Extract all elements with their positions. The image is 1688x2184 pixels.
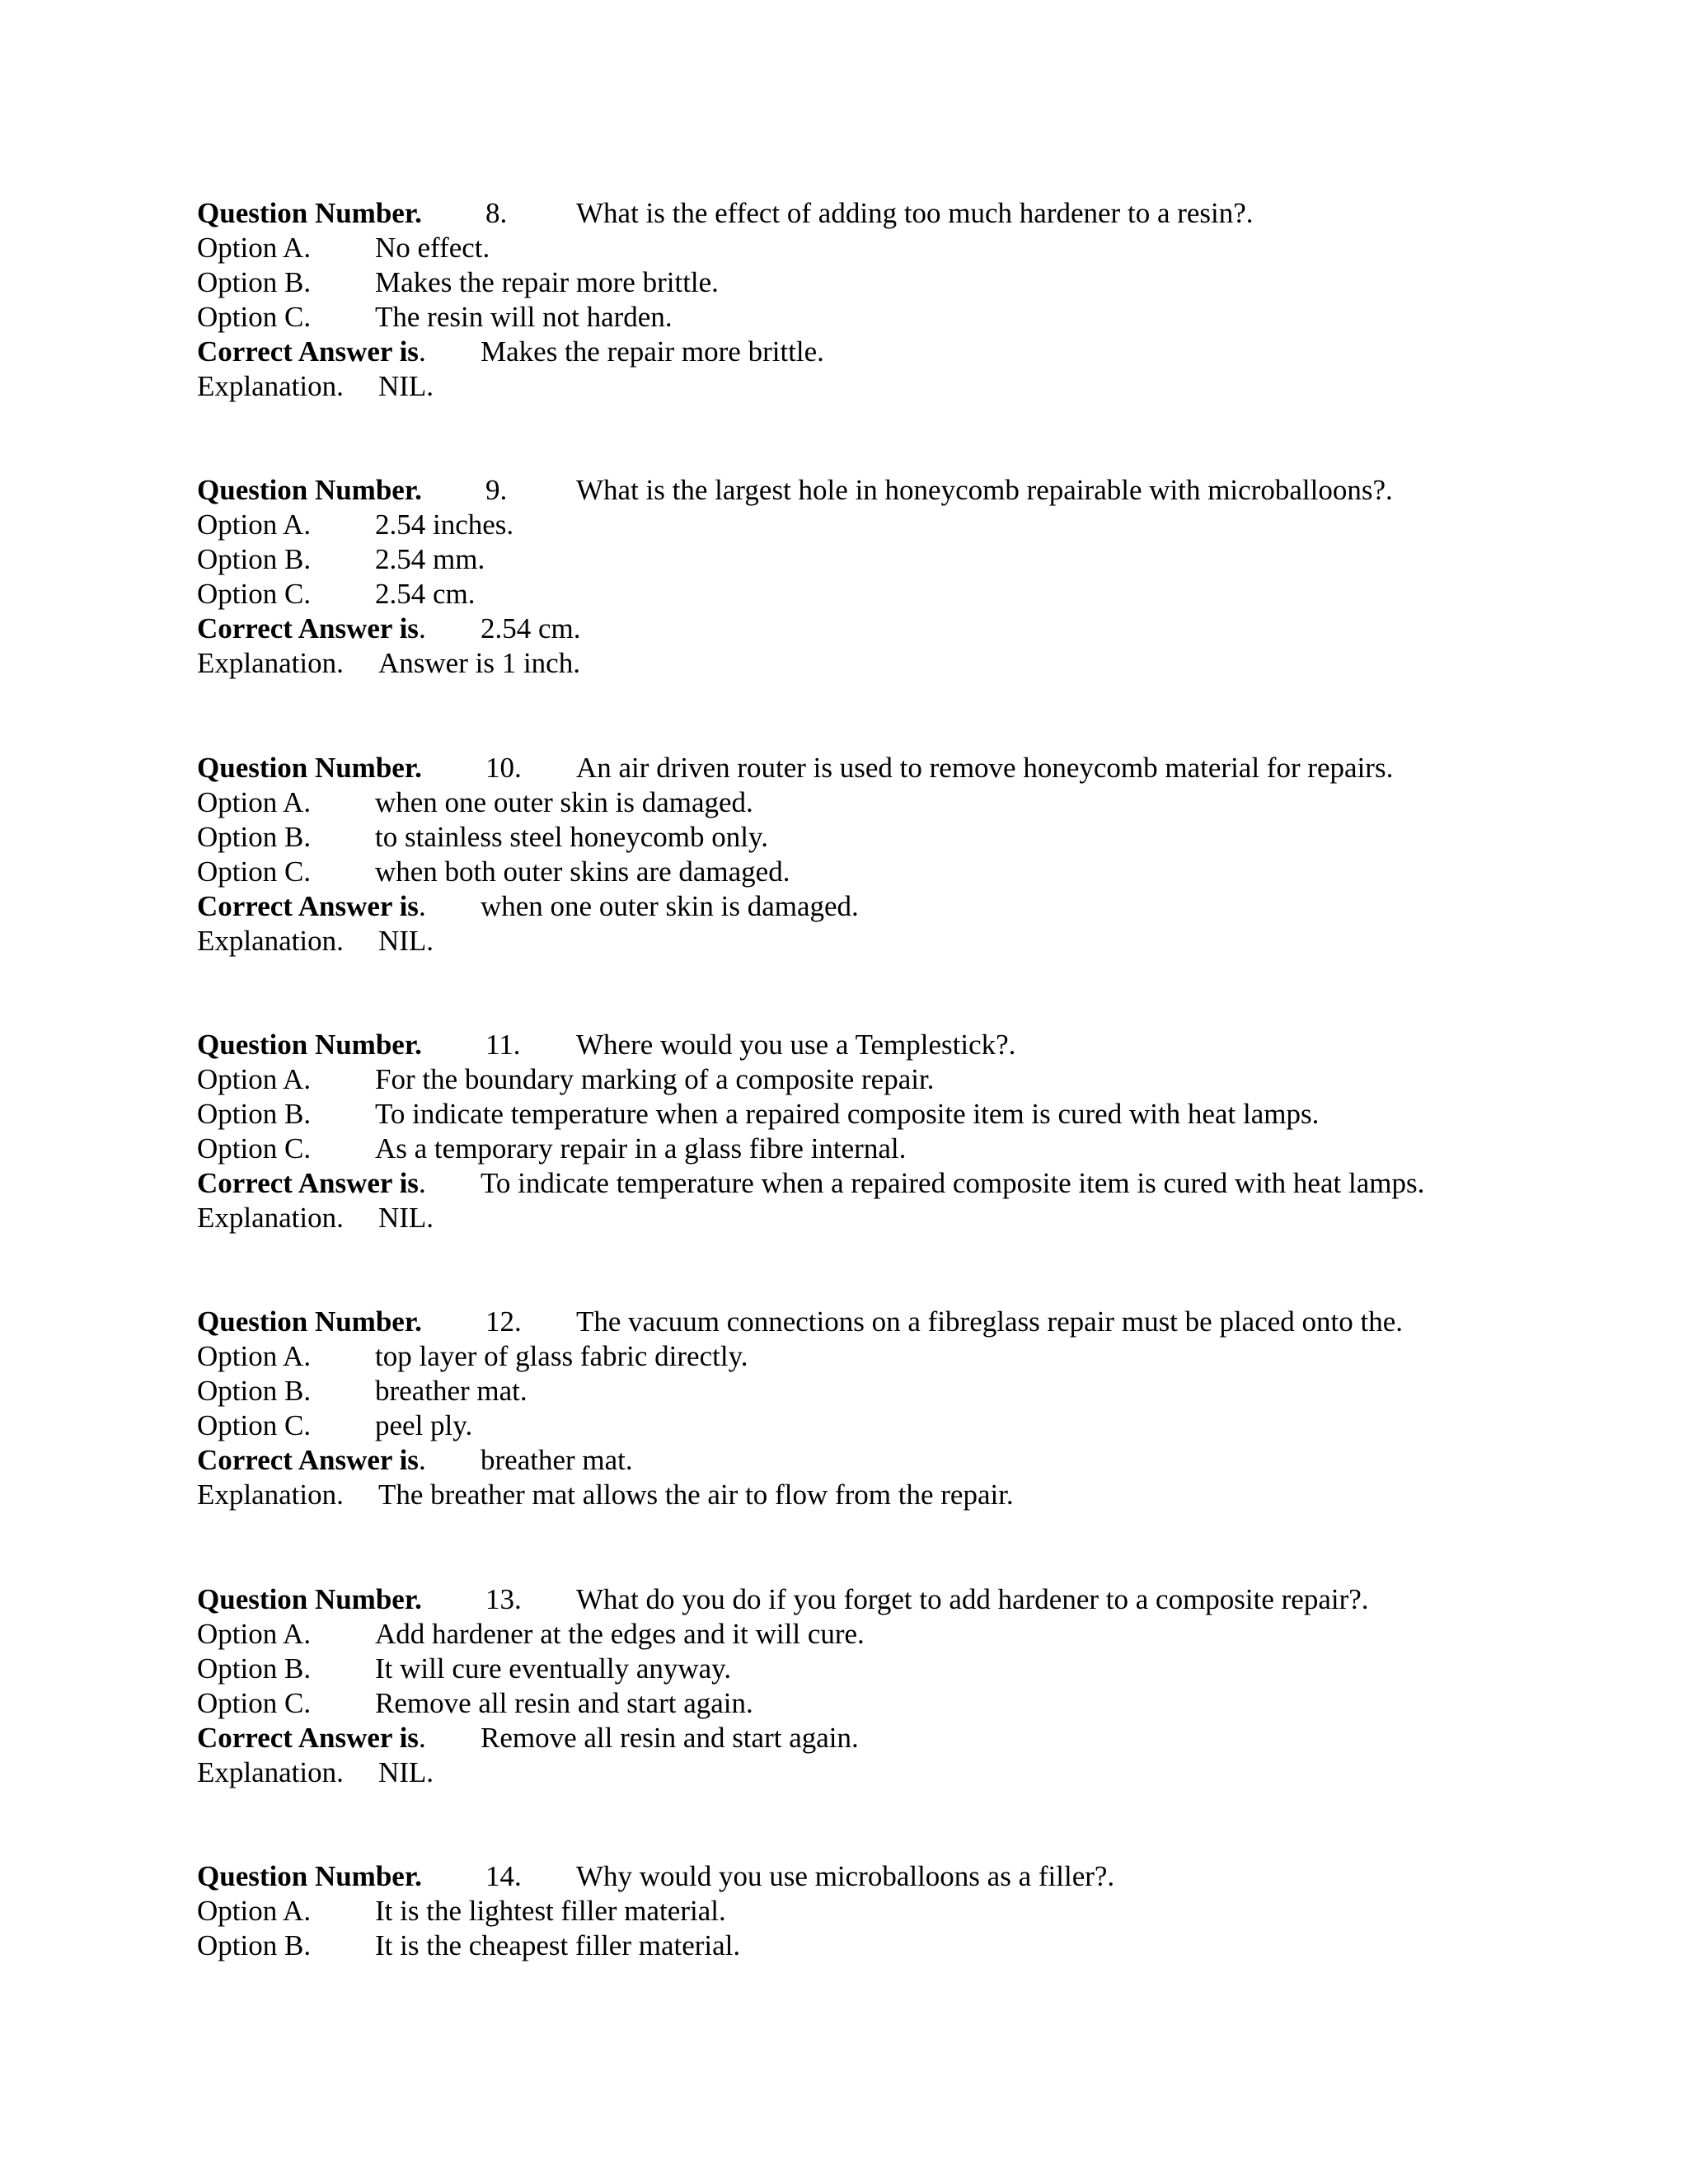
option-c-text: As a temporary repair in a glass fibre internal. — [375, 1132, 907, 1165]
option-c-label: Option C. — [197, 1687, 312, 1719]
option-b-label: Option B. — [197, 1375, 312, 1407]
option-c-text: when both outer skins are damaged. — [375, 855, 790, 888]
option-b-text: breather mat. — [375, 1375, 528, 1407]
option-a-label: Option A. — [197, 232, 312, 264]
correct-answer-text: Makes the repair more brittle. — [481, 335, 824, 368]
explanation-label: Explanation. — [197, 925, 344, 957]
option-a-label: Option A. — [197, 509, 312, 541]
option-c-row — [197, 300, 1499, 335]
question-number-label: Question Number. — [197, 1305, 422, 1338]
explanation-label: Explanation. — [197, 1202, 344, 1234]
option-a-label: Option A. — [197, 1063, 312, 1095]
option-b-label: Option B. — [197, 266, 312, 298]
question-number: 9. — [485, 474, 508, 506]
question-number: 12. — [485, 1305, 522, 1338]
explanation-row — [197, 1755, 1499, 1790]
option-b-text: Makes the repair more brittle. — [375, 266, 719, 298]
correct-answer-row — [197, 1721, 1499, 1755]
option-c-label: Option C. — [197, 1409, 312, 1441]
option-b-row — [197, 1097, 1499, 1132]
option-b-text: It will cure eventually anyway. — [375, 1652, 732, 1685]
option-b-text: To indicate temperature when a repaired composite item is cured with heat lamps. — [375, 1098, 1320, 1130]
correct-answer-text: Remove all resin and start again. — [481, 1722, 859, 1754]
option-a-row — [197, 1617, 1499, 1652]
option-a-row — [197, 785, 1499, 820]
correct-answer-text: To indicate temperature when a repaired composite item is cured with heat lamps. — [481, 1167, 1425, 1199]
option-a-text: No effect. — [375, 232, 490, 264]
question-block-12 — [197, 1305, 1499, 1512]
option-c-text: peel ply. — [375, 1409, 473, 1441]
option-a-text: It is the lightest filler material. — [375, 1895, 726, 1927]
explanation-label: Explanation. — [197, 647, 344, 679]
explanation-text: NIL. — [378, 1756, 434, 1788]
option-a-row — [197, 231, 1499, 265]
correct-answer-label: Correct Answer is. — [197, 1444, 426, 1476]
option-b-row — [197, 1929, 1499, 1963]
option-c-label: Option C. — [197, 578, 312, 610]
option-c-label: Option C. — [197, 301, 312, 333]
explanation-row — [197, 1201, 1499, 1235]
question-number: 10. — [485, 752, 522, 784]
option-a-text: For the boundary marking of a composite repair. — [375, 1063, 935, 1095]
question-text: The vacuum connections on a fibreglass repair must be placed onto the. — [576, 1305, 1404, 1338]
explanation-label: Explanation. — [197, 370, 344, 402]
question-text: What is the largest hole in honeycomb repairable with microballoons?. — [576, 474, 1393, 506]
correct-answer-text: when one outer skin is damaged. — [481, 890, 859, 922]
option-a-label: Option A. — [197, 1618, 312, 1650]
option-a-row — [197, 1062, 1499, 1097]
explanation-text: Answer is 1 inch. — [378, 647, 580, 679]
option-b-row — [197, 1374, 1499, 1408]
question-text: Why would you use microballoons as a filler?. — [576, 1860, 1115, 1892]
option-a-text: when one outer skin is damaged. — [375, 786, 753, 818]
correct-answer-row — [197, 335, 1499, 369]
option-a-row — [197, 508, 1499, 542]
option-c-text: Remove all resin and start again. — [375, 1687, 753, 1719]
correct-answer-label: Correct Answer is. — [197, 612, 426, 644]
question-row — [197, 751, 1499, 785]
option-b-text: 2.54 mm. — [375, 543, 485, 575]
correct-answer-row — [197, 612, 1499, 646]
question-row — [197, 1582, 1499, 1617]
explanation-label: Explanation. — [197, 1479, 344, 1511]
question-number-label: Question Number. — [197, 197, 422, 229]
option-a-text: 2.54 inches. — [375, 509, 514, 541]
option-a-label: Option A. — [197, 786, 312, 818]
option-b-label: Option B. — [197, 1929, 312, 1961]
option-c-row — [197, 1132, 1499, 1166]
option-a-text: Add hardener at the edges and it will cure. — [375, 1618, 865, 1650]
explanation-row — [197, 924, 1499, 958]
explanation-text: NIL. — [378, 1202, 434, 1234]
question-text: An air driven router is used to remove honeycomb material for repairs. — [576, 752, 1394, 784]
question-text: What do you do if you forget to add hardener to a composite repair?. — [576, 1583, 1369, 1615]
question-block-8 — [197, 196, 1499, 404]
correct-answer-label: Correct Answer is. — [197, 335, 426, 368]
option-c-row — [197, 855, 1499, 889]
option-b-row — [197, 1652, 1499, 1686]
option-b-label: Option B. — [197, 543, 312, 575]
question-row — [197, 196, 1499, 231]
explanation-text: NIL. — [378, 370, 434, 402]
option-b-text: It is the cheapest filler material. — [375, 1929, 741, 1961]
option-b-row — [197, 542, 1499, 577]
correct-answer-row — [197, 1443, 1499, 1478]
question-row — [197, 1859, 1499, 1894]
question-block-13 — [197, 1582, 1499, 1790]
explanation-text: NIL. — [378, 925, 434, 957]
question-block-10 — [197, 751, 1499, 958]
option-b-row — [197, 265, 1499, 300]
option-c-row — [197, 577, 1499, 612]
correct-answer-row — [197, 889, 1499, 924]
question-number: 8. — [485, 197, 508, 229]
explanation-row — [197, 369, 1499, 404]
option-b-label: Option B. — [197, 1652, 312, 1685]
question-block-9 — [197, 473, 1499, 681]
question-number: 13. — [485, 1583, 522, 1615]
option-c-text: 2.54 cm. — [375, 578, 476, 610]
correct-answer-label: Correct Answer is. — [197, 1722, 426, 1754]
option-c-label: Option C. — [197, 855, 312, 888]
explanation-label: Explanation. — [197, 1756, 344, 1788]
option-a-row — [197, 1339, 1499, 1374]
correct-answer-row — [197, 1166, 1499, 1201]
question-row — [197, 1028, 1499, 1062]
option-a-row — [197, 1894, 1499, 1929]
correct-answer-label: Correct Answer is. — [197, 890, 426, 922]
option-c-row — [197, 1686, 1499, 1721]
option-c-text: The resin will not harden. — [375, 301, 673, 333]
option-a-label: Option A. — [197, 1895, 312, 1927]
question-number: 11. — [485, 1029, 521, 1061]
question-text: Where would you use a Templestick?. — [576, 1029, 1016, 1061]
explanation-text: The breather mat allows the air to flow from the repair. — [378, 1479, 1014, 1511]
question-row — [197, 1305, 1499, 1339]
correct-answer-text: breather mat. — [481, 1444, 633, 1476]
question-number: 14. — [485, 1860, 522, 1892]
option-b-text: to stainless steel honeycomb only. — [375, 821, 768, 853]
option-c-label: Option C. — [197, 1132, 312, 1165]
option-a-text: top layer of glass fabric directly. — [375, 1340, 748, 1372]
option-b-row — [197, 820, 1499, 855]
question-number-label: Question Number. — [197, 474, 422, 506]
question-number-label: Question Number. — [197, 1029, 422, 1061]
option-c-row — [197, 1408, 1499, 1443]
question-row — [197, 473, 1499, 508]
option-b-label: Option B. — [197, 821, 312, 853]
explanation-row — [197, 646, 1499, 681]
correct-answer-text: 2.54 cm. — [481, 612, 581, 644]
option-b-label: Option B. — [197, 1098, 312, 1130]
question-number-label: Question Number. — [197, 1583, 422, 1615]
question-block-14 — [197, 1859, 1499, 1963]
option-a-label: Option A. — [197, 1340, 312, 1372]
question-number-label: Question Number. — [197, 1860, 422, 1892]
question-text: What is the effect of adding too much hardener to a resin?. — [576, 197, 1254, 229]
correct-answer-label: Correct Answer is. — [197, 1167, 426, 1199]
question-block-11 — [197, 1028, 1499, 1235]
question-number-label: Question Number. — [197, 752, 422, 784]
explanation-row — [197, 1478, 1499, 1512]
